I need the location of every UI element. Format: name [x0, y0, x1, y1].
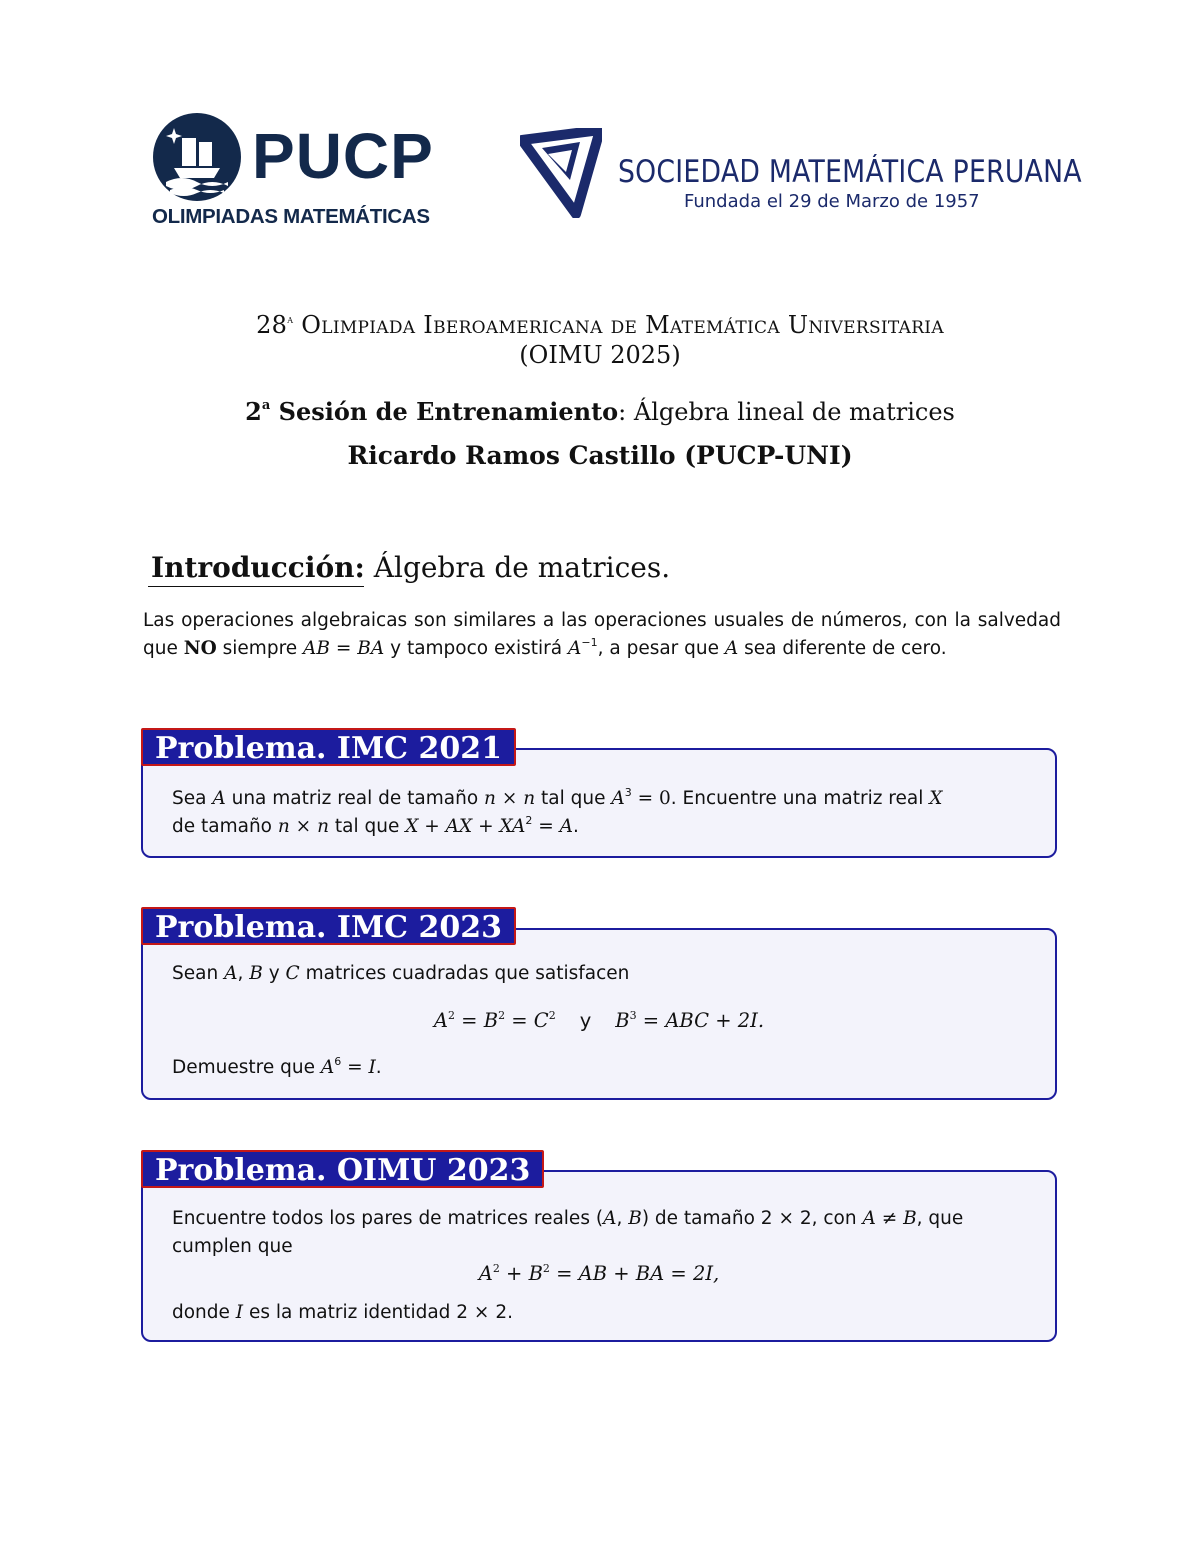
p2-exp: 3 — [629, 1009, 637, 1022]
p3-eq: A — [478, 1262, 493, 1285]
p3-text: , — [616, 1208, 629, 1229]
problem-title-2: Problema. IMC 2023 — [141, 907, 516, 945]
session-sup: a — [261, 398, 271, 413]
smp-triangle-emblem-icon — [520, 128, 602, 218]
edition-sup: a — [287, 312, 294, 326]
p2-exp: 2 — [447, 1009, 455, 1022]
problem-text-2 — [172, 960, 1032, 988]
p1-exp: 3 — [624, 786, 632, 799]
intro-inverse-exp: −1 — [581, 636, 598, 649]
p3-text: ) de tamaño 2 × 2, con — [641, 1208, 863, 1229]
smp-logo — [520, 128, 1082, 218]
p1-math: X — [929, 788, 943, 809]
p3-math: B — [628, 1208, 642, 1229]
p1-math: A — [611, 788, 625, 809]
p3-text: Encuentre todos los pares de matrices reales ( — [172, 1208, 604, 1229]
problem-equation-3 — [141, 1259, 1057, 1289]
p2-text: , — [237, 963, 250, 984]
p2-math: A — [320, 1057, 335, 1078]
p2-eq-and: y — [579, 1009, 592, 1032]
p3-eq: + B — [499, 1262, 543, 1285]
p2-math: B — [249, 963, 263, 984]
session-number: 2 — [245, 397, 262, 426]
p2-math: = I — [341, 1057, 376, 1078]
p3-text: es la matriz identidad 2 × 2. — [243, 1302, 513, 1323]
intro-text-1: Las operaciones algebraicas son similares a las operaciones usuales de números, con la salvedad que — [143, 610, 1061, 659]
intro-heading-topic: Álgebra de matrices. — [373, 551, 671, 584]
p2-exp: 2 — [548, 1009, 556, 1022]
p1-math: = A — [532, 816, 573, 837]
intro-text-3: y tampoco existirá — [384, 638, 568, 659]
problem-equation-2 — [141, 1006, 1057, 1036]
problem-title-1: Problema. IMC 2021 — [141, 728, 516, 766]
p2-text: Demuestre que — [172, 1057, 321, 1078]
smp-name: SOCIEDAD MATEMÁTICA PERUANA — [618, 154, 1082, 190]
event-title — [0, 308, 1200, 342]
problem-title-3: Problema. OIMU 2023 — [141, 1150, 544, 1188]
author: Ricardo Ramos Castillo (PUCP-UNI) — [347, 441, 853, 470]
intro-no: NO — [183, 638, 217, 659]
intro-text-2: siempre — [216, 638, 304, 659]
problem-text-2b — [172, 1054, 1032, 1082]
p1-math: n × n — [277, 816, 329, 837]
intro-heading — [151, 548, 670, 588]
p3-math: I — [235, 1302, 244, 1323]
p1-math: X + AX + XA — [405, 816, 526, 837]
session-title — [0, 394, 1200, 430]
session-label: Sesión de Entrenamiento — [278, 397, 619, 426]
p2-exp: 6 — [334, 1055, 342, 1068]
intro-paragraph — [143, 607, 1061, 663]
p1-text: de tamaño — [172, 816, 278, 837]
session-topic: : Álgebra lineal de matrices — [618, 398, 955, 426]
p3-eq: = AB + BA = 2I, — [549, 1262, 720, 1285]
problem-text-3b — [172, 1299, 1032, 1327]
p2-exp: 2 — [498, 1009, 506, 1022]
p2-math: A — [224, 963, 238, 984]
p3-text: donde — [172, 1302, 236, 1323]
intro-eq-commute: AB = BA — [303, 638, 385, 659]
intro-underline — [148, 586, 364, 587]
p3-math: A — [603, 1208, 617, 1229]
intro-a: A — [724, 638, 739, 659]
p2-eq: = B — [454, 1009, 499, 1032]
p3-exp: 2 — [492, 1262, 500, 1275]
p2-text: matrices cuadradas que satisfacen — [299, 963, 630, 984]
p3-text: , que cumplen que — [172, 1208, 964, 1257]
p1-math: n × n — [484, 788, 536, 809]
p1-text: una matriz real de tamaño — [225, 788, 485, 809]
problem-text-3 — [172, 1205, 1032, 1261]
p2-eq: = ABC + 2I. — [636, 1009, 765, 1032]
p2-eq: = C — [505, 1009, 549, 1032]
p1-exp: 2 — [525, 814, 533, 827]
problem-text-1 — [172, 785, 1032, 841]
p1-math: A — [212, 788, 226, 809]
smp-subtitle: Fundada el 29 de Marzo de 1957 — [684, 191, 980, 212]
p2-text: . — [375, 1057, 382, 1078]
p2-eq: B — [615, 1009, 630, 1032]
p3-math: A ≠ B — [862, 1208, 917, 1229]
p1-text: tal que — [328, 816, 406, 837]
event-abbreviation: (OIMU 2025) — [519, 341, 681, 369]
pucp-ship-emblem-icon — [152, 112, 242, 202]
event-name: Olimpiada Iberoamericana de Matemática Universitaria — [301, 311, 944, 339]
p2-eq: A — [433, 1009, 448, 1032]
p3-exp: 2 — [542, 1262, 550, 1275]
p2-math: C — [285, 963, 300, 984]
pucp-wordmark: PUCP — [252, 120, 434, 192]
pucp-subtitle: OLIMPIADAS MATEMÁTICAS — [152, 205, 430, 228]
p1-math: = 0 — [631, 788, 671, 809]
intro-inverse-base: A — [568, 638, 582, 659]
p1-text: tal que — [535, 788, 612, 809]
p1-text: . Encuentre una matriz real — [670, 788, 930, 809]
edition-number: 28 — [256, 311, 288, 339]
intro-text-5: sea diferente de cero. — [738, 638, 947, 659]
pucp-logo — [152, 112, 452, 232]
p2-text: y — [262, 963, 286, 984]
p1-text: Sea — [172, 788, 213, 809]
intro-text-4: , a pesar que — [597, 638, 725, 659]
p2-text: Sean — [172, 963, 225, 984]
p1-text: . — [572, 816, 579, 837]
intro-heading-label: Introducción: — [151, 551, 365, 584]
